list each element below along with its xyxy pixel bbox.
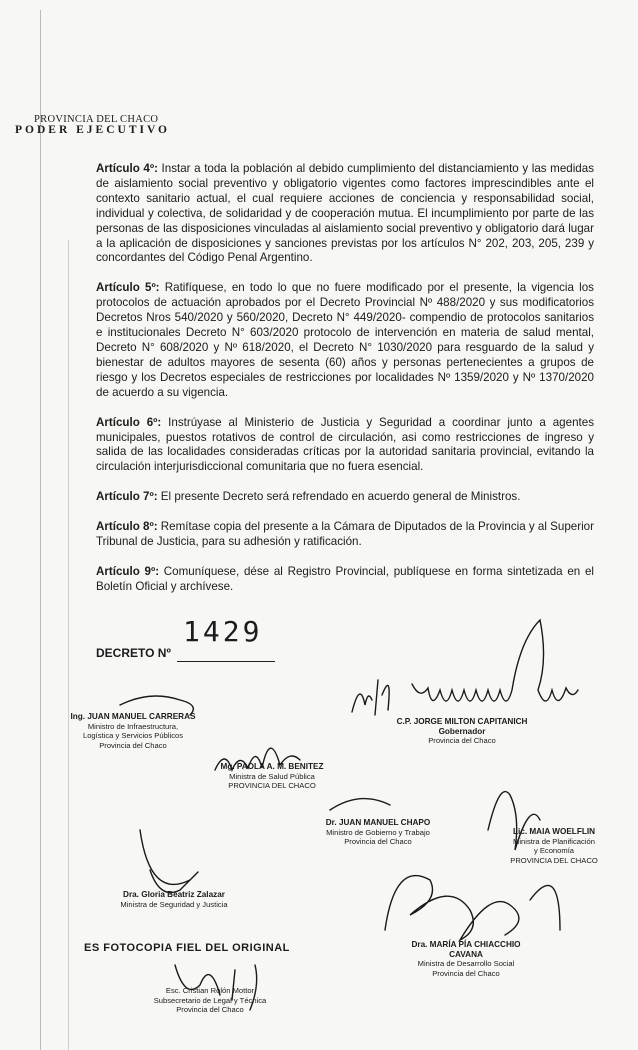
decree-label: DECRETO Nº	[96, 646, 171, 660]
article-text: Comuníquese, dése al Registro Provincial, publíquese en forma sintetizada en el Boletín Oficial y archívese.	[96, 564, 594, 593]
signatory-capitanich	[392, 717, 532, 746]
signatory-role: Ministro de Gobierno y Trabajo	[326, 827, 430, 837]
signatory-role: Ministra de Planificación	[513, 836, 595, 846]
signatory-place: Provincia del Chaco	[176, 1005, 244, 1014]
signatory-place: Provincia del Chaco	[99, 740, 167, 750]
signatory-carreras	[58, 712, 208, 750]
article-text: Remítase copia del presente a la Cámara de Diputados de la Provincia y al Superior Tribunal de Justicia, para su adhesión y ratificación.	[96, 520, 594, 549]
signature-capitanich	[352, 620, 578, 715]
article-7	[96, 490, 594, 505]
signatory-chapo	[316, 818, 440, 847]
article-text: El presente Decreto será refrendado en acuerdo general de Ministros.	[157, 490, 521, 504]
signatory-place: Provincia del Chaco	[432, 968, 500, 978]
signatory-role: Gobernador	[438, 726, 486, 736]
article-label: Artículo 8º:	[96, 520, 158, 534]
signatory-name: Dra. MARÍA PÍA CHIACCHIO CAVANA	[411, 940, 521, 959]
signatory-name: Ing. JUAN MANUEL CARRERAS	[70, 712, 196, 721]
article-4	[96, 162, 594, 266]
article-label: Artículo 4º:	[96, 162, 158, 175]
signatory-place: Provincia del Chaco	[344, 837, 412, 846]
signatory-role: Logística y Servicios Públicos	[82, 731, 184, 740]
article-label: Artículo 6º:	[96, 415, 162, 429]
decree-body	[96, 162, 594, 610]
signatory-zalazar	[106, 890, 242, 909]
signatory-name: Lic. MAIA WOELFLIN	[512, 827, 596, 836]
article-text: Instar a toda la población al debido cumplimiento del distanciamiento y las medidas de aislamiento social preventivo y obligatorio vigentes como factores imprescindibles ante el contexto sanitario actual, el cual requiere acciones de conciencia y responsabilidad social, individual y colectiva, de solidaridad y de cooperación mutua. El incumplimiento por parte de las personas de las disposiciones vinculadas al aislamiento social preventivo y obligatorio dará lugar a la aplicación de disposiciones y sanciones previstas por los artículos N° 202, 203, 205, 239 y concordantes del Código Penal Argentino.	[96, 162, 594, 265]
signatory-name: Dra. Gloria Beatriz Zalazar	[123, 890, 225, 899]
article-8	[96, 520, 594, 550]
header-province: PROVINCIA DEL CHACO	[34, 114, 159, 125]
article-text: Ratifíquese, en todo lo que no fuere modificado por el presente, la vigencia los protocolos de actuación aprobados por el Decreto Provincial Nº 488/2020 y sus modificatorios Decretos Nros 540/2020 y 560/2020, Decreto N° 449/2020- compendio de protocolos sanitarios e institucionales Decreto N° 603/2020 protocolo de intervención en materia de salud mental, Decreto N° 608/2020 y Nº 618/2020, el Decreto N° 1030/2020 para resguardo de la salud y bienestar de adultos mayores de sesenta (60) años y personas pertenecientes a grupos de riesgo y los Decretos especiales de restricciones por localidades Nº 1359/2020 y Nº 1370/2020 de acuerdo a su vigencia.	[96, 281, 594, 399]
certified-copy-stamp: ES FOTOCOPIA FIEL DEL ORIGINAL	[84, 942, 290, 954]
signature-zalazar	[140, 830, 198, 893]
article-5	[96, 281, 594, 400]
signatory-role: Ministra de Salud Pública	[229, 771, 315, 781]
article-text: Instrúyase al Ministerio de Justicia y Seguridad a coordinar junto a agentes municipales, puestos rotativos de control de circulación, asi como restricciones de ingreso y salida de las localidades consideradas críticas por la autoridad sanitaria provincial, evitando la circulación interjurisdiccional comunitaria que no fuera esencial.	[96, 415, 594, 474]
article-label: Artículo 7º:	[96, 490, 158, 504]
signatory-role: y Economía	[533, 846, 575, 855]
signatory-woelflin	[488, 827, 620, 865]
signatory-name: Mg. PAOLA A. M. BENITEZ	[220, 762, 324, 771]
signatory-place: Provincia del Chaco	[428, 736, 496, 745]
margin-line-inner	[68, 240, 69, 1050]
signatory-name: Esc. Cristian Rolón Mottor	[165, 986, 255, 995]
signatory-chiacchio	[398, 940, 534, 978]
signatory-benitez	[208, 762, 336, 791]
signatory-place: PROVINCIA DEL CHACO	[510, 855, 598, 865]
decree-underline	[177, 661, 275, 662]
signatory-role: Ministra de Desarrollo Social	[417, 959, 515, 968]
signatory-role: Subsecretario de Legal y Técnica	[153, 995, 267, 1005]
article-6	[96, 416, 594, 476]
article-label: Artículo 9º:	[96, 564, 160, 578]
signatory-notary	[140, 986, 280, 1015]
header-power: PODER EJECUTIVO	[15, 124, 170, 136]
signatory-name: Dr. JUAN MANUEL CHAPO	[325, 818, 431, 827]
margin-line	[40, 10, 41, 1050]
signatory-place: PROVINCIA DEL CHACO	[228, 781, 316, 790]
signatory-role: Ministra de Seguridad y Justicia	[120, 899, 228, 909]
article-label: Artículo 5º:	[96, 281, 160, 295]
signatory-name: C.P. JORGE MILTON CAPITANICH	[396, 717, 528, 726]
signature-chapo	[330, 799, 390, 810]
decree-number: 1429	[183, 615, 263, 648]
article-9	[96, 565, 594, 595]
signature-chiacchio	[385, 876, 560, 940]
signatory-role: Ministro de Infraestructura,	[87, 721, 179, 731]
